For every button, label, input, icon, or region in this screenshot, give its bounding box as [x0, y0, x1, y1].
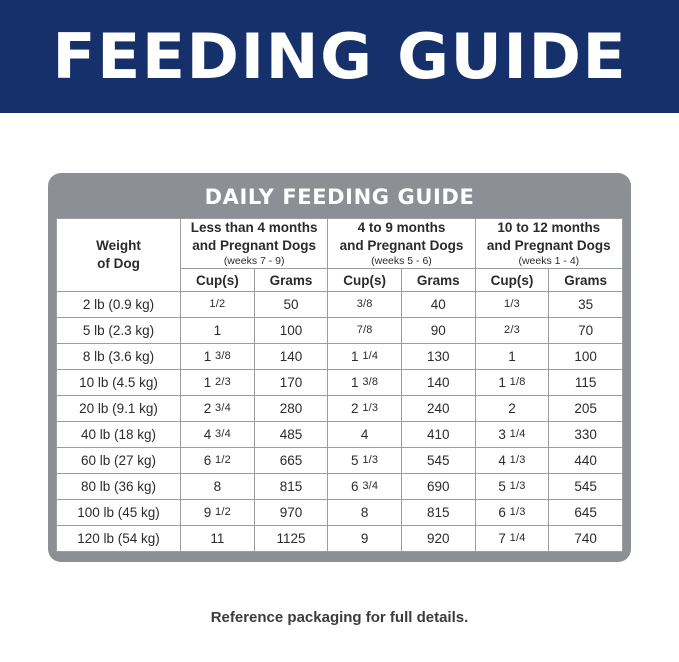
cell-cups-3: 1/3: [475, 292, 549, 318]
cell-grams-2: 240: [401, 396, 475, 422]
cell-grams-3: 645: [549, 500, 623, 526]
weight-header-line2: of Dog: [97, 256, 140, 272]
cell-cups-2: 8: [328, 500, 402, 526]
cell-grams-3: 70: [549, 318, 623, 344]
sub-header-cups-2: Cup(s): [328, 269, 402, 292]
sub-header-grams-1: Grams: [254, 269, 328, 292]
table-row: [57, 370, 623, 396]
cell-grams-3: 100: [549, 344, 623, 370]
cell-cups-3: 2: [475, 396, 549, 422]
cell-grams-3: 35: [549, 292, 623, 318]
group-2-line2: and Pregnant Dogs: [339, 237, 464, 253]
table-header-row-groups: [57, 219, 623, 269]
cell-cups-2: 7/8: [328, 318, 402, 344]
table-row: [57, 500, 623, 526]
cell-grams-1: 485: [254, 422, 328, 448]
cell-cups-2: 1 1/4: [328, 344, 402, 370]
group-header-2: [328, 219, 475, 269]
cell-cups-3: 6 1/3: [475, 500, 549, 526]
feeding-guide-table: [56, 218, 623, 552]
cell-weight: 2 lb (0.9 kg): [57, 292, 181, 318]
cell-cups-2: 6 3/4: [328, 474, 402, 500]
cell-grams-2: 40: [401, 292, 475, 318]
cell-cups-1: 6 1/2: [181, 448, 255, 474]
group-1-line1: Less than 4 months: [190, 220, 318, 235]
cell-cups-2: 4: [328, 422, 402, 448]
cell-grams-1: 140: [254, 344, 328, 370]
cell-grams-1: 100: [254, 318, 328, 344]
cell-grams-1: 1125: [254, 526, 328, 552]
cell-weight: 120 lb (54 kg): [57, 526, 181, 552]
cell-grams-3: 440: [549, 448, 623, 474]
group-1-weeks: (weeks 7 - 9): [223, 254, 285, 267]
cell-grams-1: 280: [254, 396, 328, 422]
cell-weight: 10 lb (4.5 kg): [57, 370, 181, 396]
cell-cups-3: 1: [475, 344, 549, 370]
cell-grams-2: 545: [401, 448, 475, 474]
cell-grams-3: 545: [549, 474, 623, 500]
card-title: DAILY FEEDING GUIDE: [204, 185, 475, 209]
cell-grams-1: 665: [254, 448, 328, 474]
table-row: [57, 344, 623, 370]
cell-grams-2: 140: [401, 370, 475, 396]
group-3-line1: 10 to 12 months: [497, 220, 601, 235]
cell-grams-2: 410: [401, 422, 475, 448]
cell-grams-2: 130: [401, 344, 475, 370]
cell-grams-2: 920: [401, 526, 475, 552]
cell-grams-3: 205: [549, 396, 623, 422]
cell-cups-1: 2 3/4: [181, 396, 255, 422]
cell-grams-1: 50: [254, 292, 328, 318]
cell-grams-2: 815: [401, 500, 475, 526]
cell-cups-1: 11: [181, 526, 255, 552]
weight-header-line1: Weight: [96, 238, 141, 254]
cell-grams-1: 815: [254, 474, 328, 500]
cell-grams-2: 690: [401, 474, 475, 500]
table-row: [57, 318, 623, 344]
page-body: [0, 113, 679, 662]
cell-cups-3: 4 1/3: [475, 448, 549, 474]
table-row: [57, 474, 623, 500]
cell-grams-2: 90: [401, 318, 475, 344]
group-3-weeks: (weeks 1 - 4): [518, 254, 580, 267]
cell-weight: 100 lb (45 kg): [57, 500, 181, 526]
cell-grams-1: 970: [254, 500, 328, 526]
table-row: [57, 292, 623, 318]
cell-cups-3: 3 1/4: [475, 422, 549, 448]
cell-cups-2: 2 1/3: [328, 396, 402, 422]
group-2-line1: 4 to 9 months: [357, 220, 446, 235]
cell-cups-1: 1 3/8: [181, 344, 255, 370]
table-row: [57, 526, 623, 552]
cell-cups-3: 5 1/3: [475, 474, 549, 500]
group-header-3: [475, 219, 622, 269]
cell-cups-2: 3/8: [328, 292, 402, 318]
sub-header-grams-2: Grams: [401, 269, 475, 292]
cell-cups-2: 9: [328, 526, 402, 552]
cell-cups-2: 5 1/3: [328, 448, 402, 474]
footnote: Reference packaging for full details.: [210, 609, 469, 626]
cell-cups-3: 2/3: [475, 318, 549, 344]
cell-grams-3: 740: [549, 526, 623, 552]
cell-weight: 40 lb (18 kg): [57, 422, 181, 448]
cell-grams-3: 330: [549, 422, 623, 448]
group-1-line2: and Pregnant Dogs: [192, 237, 317, 253]
cell-grams-3: 115: [549, 370, 623, 396]
cell-cups-1: 1/2: [181, 292, 255, 318]
cell-cups-2: 1 3/8: [328, 370, 402, 396]
cell-weight: 5 lb (2.3 kg): [57, 318, 181, 344]
daily-feeding-guide-card: [48, 173, 631, 562]
cell-weight: 8 lb (3.6 kg): [57, 344, 181, 370]
table-row: [57, 448, 623, 474]
cell-cups-1: 1 2/3: [181, 370, 255, 396]
cell-grams-1: 170: [254, 370, 328, 396]
table-header: [57, 219, 623, 292]
feeding-guide-banner: [0, 0, 679, 113]
cell-cups-1: 9 1/2: [181, 500, 255, 526]
cell-cups-1: 8: [181, 474, 255, 500]
banner-title: FEEDING GUIDE: [52, 19, 627, 93]
cell-cups-1: 1: [181, 318, 255, 344]
table-row: [57, 396, 623, 422]
cell-cups-3: 1 1/8: [475, 370, 549, 396]
table-row: [57, 422, 623, 448]
cell-cups-1: 4 3/4: [181, 422, 255, 448]
cell-cups-3: 7 1/4: [475, 526, 549, 552]
table-body: [57, 292, 623, 552]
sub-header-grams-3: Grams: [549, 269, 623, 292]
cell-weight: 60 lb (27 kg): [57, 448, 181, 474]
sub-header-cups-1: Cup(s): [181, 269, 255, 292]
cell-weight: 80 lb (36 kg): [57, 474, 181, 500]
cell-weight: 20 lb (9.1 kg): [57, 396, 181, 422]
sub-header-cups-3: Cup(s): [475, 269, 549, 292]
weight-of-dog-header: [57, 219, 181, 292]
group-header-1: [181, 219, 328, 269]
group-3-line2: and Pregnant Dogs: [486, 237, 611, 253]
group-2-weeks: (weeks 5 - 6): [371, 254, 432, 267]
